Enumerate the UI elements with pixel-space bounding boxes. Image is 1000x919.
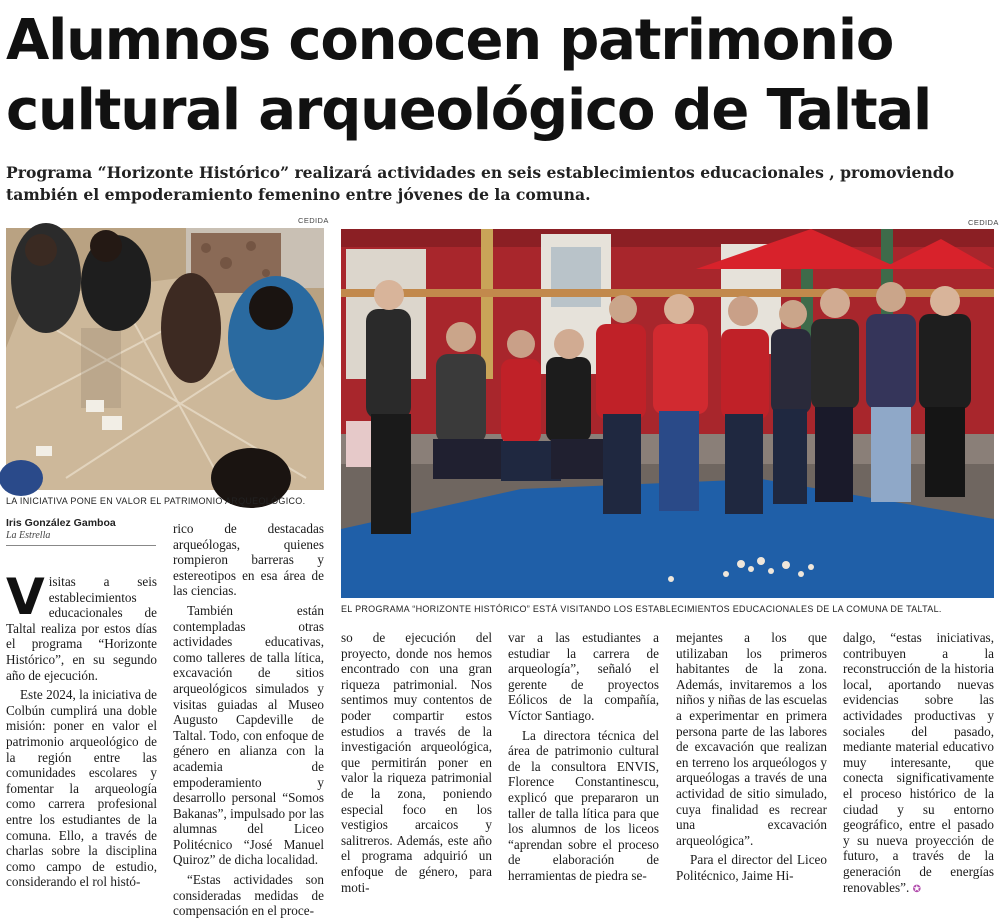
body-column-4 (508, 630, 659, 883)
body-paragraph: Este 2024, la iniciativa de Colbún cumplirá una doble misión: poner en valor el patrimonio arqueológico de la región entre las comunidades escolares y fomentar la arqueología como carrera profesional entre los estudiantes de la comuna. Ello, a través de charlas sobre la disciplina como campo de estudio, considerando el rol histó- (6, 687, 157, 890)
excavation-illustration (6, 228, 324, 490)
body-paragraph: “Estas actividades son consideradas medidas de compensación en el proce- (173, 872, 324, 919)
body-column-2 (173, 521, 324, 919)
end-mark-icon: ✪ (912, 883, 921, 895)
body-column-3 (341, 630, 492, 895)
body-paragraph: var a las estudiantes a estudiar la carrera de arqueología”, señaló el gerente de proyectos Eólicos de la compañía, Víctor Santiago. (508, 630, 659, 723)
body-column-1 (6, 568, 157, 890)
headline-line-1: Alumnos conocen patrimonio (6, 8, 894, 73)
body-paragraph: La directora técnica del área de patrimonio cultural de la consultora ENVIS, Florence Constantinescu, explicó que prepararon un taller de talla lítica para que los alumnos de los liceos “aprendan sobre el proceso de elaboración de herramientas de piedra se- (508, 727, 659, 883)
photo-right-students (341, 229, 994, 598)
byline (6, 517, 156, 546)
body-paragraph: so de ejecución del proyecto, donde nos hemos encontrado con una gran riqueza patrimonial. Nos sentimos muy contentos de poder compartir estos estudios a través de la investigación arqueológica, que permitirán poner en valor la riqueza patrimonial de la zona, poniendo especial foco en los vestigios arcaicos y salitreros. Además, este año el programa adquirió un enfoque de género, para moti- (341, 630, 492, 895)
body-paragraph: Para el director del Liceo Politécnico, Jaime Hi- (676, 852, 827, 883)
photo-left-excavation (6, 228, 324, 490)
body-column-5 (676, 630, 827, 883)
body-paragraph: isitas a seis establecimientos educacionales de Taltal realiza por estos días el programa “Horizonte Histórico”, en su segundo año de ejecución. (6, 574, 157, 683)
body-paragraph: rico de destacadas arqueólogas, quienes rompieron barreras y estereotipos en esa área de las ciencias. (173, 521, 324, 599)
body-paragraph: dalgo, “estas iniciativas, contribuyen a la reconstrucción de la historia local, aportando nuevas evidencias sobre las actividades productivas y sociales del pasado, mediante material educativo muy interesante, que conecta significativamente el proceso histórico de la ciudad y su entorno geográfico, entre el pasado y su nueva proyección de futuro, a través de la generación de energías renovables”. (843, 630, 994, 895)
body-paragraph: mejantes a los que utilizaban los primeros habitantes de la zona. Además, invitaremos a los niños y niñas de las escuelas a experimentar en primera persona parte de las labores de excavación que realizan en terreno los arqueólogos y arqueólogas a través de una actividad de sitio simulado, cuya finalidad es recrear una excavación arqueológica”. (676, 630, 827, 848)
outlet-name: La Estrella (6, 530, 51, 541)
photo-left-caption: LA INICIATIVA PONE EN VALOR EL PATRIMONIO ARQUEOLÓGICO. (6, 496, 306, 506)
headline-line-2: cultural arqueológico de Taltal (6, 78, 931, 143)
deck: Programa “Horizonte Histórico” realizará actividades en seis establecimientos educacionales , promoviendo también el empoderamiento femenino entre jóvenes de la comuna. (6, 163, 955, 204)
body-paragraph: También están contempladas otras actividades educativas, como talleres de talla lítica, excavación de sitios arqueológicos simulados y visitas guiadas al Museo Augusto Capdeville de Taltal. Todo, con enfoque de género en alianza con la academia de empoderamiento y desarrollo personal “Somos Bakanas”, impulsado por las alumnas del Liceo Politécnico “José Manuel Quiroz” de dicha localidad. (173, 602, 324, 868)
author-name: Iris González Gamboa (6, 517, 116, 529)
photo-left-credit: CEDIDA (298, 216, 329, 225)
students-illustration (341, 229, 994, 598)
photo-right-credit: CEDIDA (968, 218, 999, 227)
body-column-6 (843, 630, 994, 895)
dropcap-letter: V (6, 568, 45, 626)
photo-right-caption: EL PROGRAMA “HORIZONTE HISTÓRICO” ESTÁ VISITANDO LOS ESTABLECIMIENTOS EDUCACIONALES DE LA COMUNA DE TALTAL. (341, 604, 942, 614)
headline (6, 6, 996, 146)
